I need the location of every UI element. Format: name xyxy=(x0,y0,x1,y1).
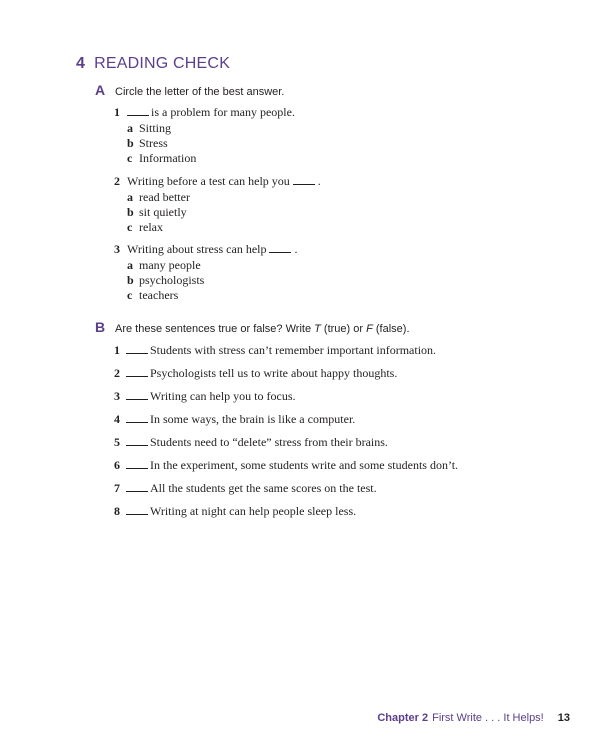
tf-statement: All the students get the same scores on the test. xyxy=(150,481,377,495)
question-text: Writing about stress can help xyxy=(127,242,267,256)
tf-statement: In some ways, the brain is like a computer. xyxy=(150,412,356,426)
answer-blank[interactable] xyxy=(269,251,291,253)
part-b-letter: B xyxy=(95,319,106,335)
tf-item-4: 4 In some ways, the brain is like a computer. xyxy=(114,412,356,426)
section-number: 4 xyxy=(76,55,86,72)
part-b-heading xyxy=(95,319,410,335)
answer-blank[interactable] xyxy=(293,183,315,185)
tf-item-8: 8 Writing at night can help people sleep less. xyxy=(114,504,357,518)
answer-blank[interactable] xyxy=(126,398,148,400)
option-b[interactable]: b Stress xyxy=(127,136,168,150)
question-text-end: . xyxy=(317,174,321,188)
answer-blank[interactable] xyxy=(126,375,148,377)
footer-chapter: Chapter 2 xyxy=(377,712,429,724)
answer-blank[interactable] xyxy=(126,352,148,354)
tf-statement: Writing can help you to focus. xyxy=(150,389,296,403)
question-text: is a problem for many people. xyxy=(151,105,295,119)
answer-blank[interactable] xyxy=(126,444,148,446)
question-text: Writing before a test can help you xyxy=(127,174,290,188)
tf-item-1: 1 Students with stress can’t remember important information. xyxy=(114,343,437,357)
part-a-heading xyxy=(95,82,284,98)
tf-item-3: 3 Writing can help you to focus. xyxy=(114,389,296,403)
tf-statement: Psychologists tell us to write about happy thoughts. xyxy=(150,366,398,380)
answer-blank[interactable] xyxy=(127,114,149,116)
option-c[interactable]: c Information xyxy=(127,151,197,165)
option-c[interactable]: c relax xyxy=(127,220,163,234)
question-number: 3 xyxy=(114,242,120,256)
question-number: 2 xyxy=(114,174,120,188)
tf-item-7: 7 All the students get the same scores on the test. xyxy=(114,481,377,495)
part-b-instruction: Are these sentences true or false? Write T (true) or F (false). xyxy=(115,323,410,335)
part-a-instruction: Circle the letter of the best answer. xyxy=(115,86,285,98)
answer-blank[interactable] xyxy=(126,490,148,492)
tf-statement: In the experiment, some students write and some students don’t. xyxy=(150,458,459,472)
option-c[interactable]: c teachers xyxy=(127,288,179,302)
tf-statement: Writing at night can help people sleep less. xyxy=(150,504,357,518)
question-3 xyxy=(114,242,297,303)
section-title: READING CHECK xyxy=(94,55,231,72)
tf-statement: Students need to “delete” stress from their brains. xyxy=(150,435,388,449)
option-b[interactable]: b psychologists xyxy=(127,273,205,287)
tf-statement: Students with stress can’t remember important information. xyxy=(150,343,437,357)
option-b[interactable]: b sit quietly xyxy=(127,205,187,219)
tf-item-5: 5 Students need to “delete” stress from their brains. xyxy=(114,435,388,449)
tf-item-6: 6 In the experiment, some students write and some students don’t. xyxy=(114,458,459,472)
question-number: 1 xyxy=(114,105,120,119)
question-1 xyxy=(114,105,295,166)
tf-item-2: 2 Psychologists tell us to write about happy thoughts. xyxy=(114,366,398,380)
page-number: 13 xyxy=(557,712,570,724)
page-footer xyxy=(377,712,570,724)
option-a[interactable]: a read better xyxy=(127,190,190,204)
answer-blank[interactable] xyxy=(126,467,148,469)
section-heading xyxy=(76,55,230,73)
footer-chapter-title: First Write . . . It Helps! xyxy=(432,712,544,724)
option-a[interactable]: a many people xyxy=(127,258,201,272)
answer-blank[interactable] xyxy=(126,513,148,515)
option-a[interactable]: a Sitting xyxy=(127,121,172,135)
question-text-end: . xyxy=(294,242,298,256)
answer-blank[interactable] xyxy=(126,421,148,423)
question-2 xyxy=(114,174,321,235)
part-a-letter: A xyxy=(95,82,106,98)
